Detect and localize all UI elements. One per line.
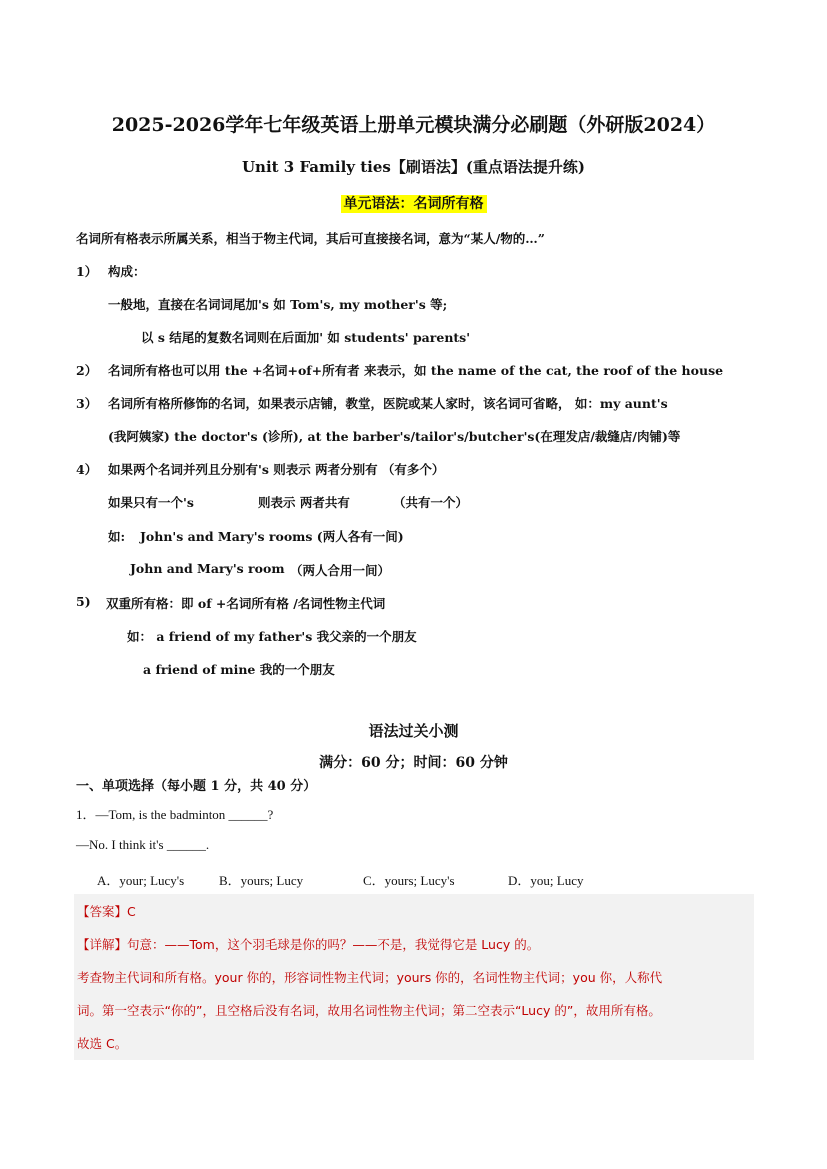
point-2-text: 名词所有格也可以用 the +名词+of+所有者 来表示，如 the name of the cat, the roof of the house: [108, 363, 724, 378]
quiz-section-heading: 一、单项选择（每小题 1 分，共 40 分）: [76, 779, 317, 794]
point-5-example-1: 如： a friend of my father's 我父亲的一个朋友: [127, 629, 417, 644]
explanation-line-2: 考查物主代词和所有格。your 你的，形容词性物主代词；yours 你的，名词性物主代词；you 你，人称代: [77, 970, 663, 985]
point-4-example-label: 如:: [108, 529, 126, 544]
option-b: B．yours; Lucy: [219, 873, 304, 888]
option-a: A．your; Lucy's: [97, 873, 185, 888]
option-d: D．you; Lucy: [508, 873, 584, 888]
point-4-text: 如果两个名词并列且分别有's 则表示 两者分别有 （有多个）: [108, 462, 445, 477]
section-highlight-wrap: [0, 193, 827, 213]
point-4-line1-c: （共有一个）: [393, 495, 469, 510]
point-4-example-2-a: John and Mary's room: [130, 561, 285, 576]
point-5-text: 双重所有格：即 of +名词所有格 /名词性物主代词: [106, 596, 386, 611]
point-5-number: 5): [76, 594, 91, 609]
question-1-stem: 1．—Tom, is the badminton ______?: [76, 807, 274, 822]
point-1-text: 构成：: [108, 264, 146, 279]
explanation-line-3: 词。第一空表示“你的”，且空格后没有名词，故用名词性物主代词；第二空表示“Lucy 的”，故用所有格。: [77, 1003, 661, 1018]
question-1-response: —No. I think it's ______.: [76, 837, 210, 852]
point-3-text: 名词所有格所修饰的名词，如果表示店铺，教堂，医院或某人家时，该名词可省略， 如：my aunt's: [108, 396, 668, 411]
point-4-example-2-b: （两人合用一间）: [290, 563, 391, 578]
point-2-number: 2）: [76, 363, 98, 378]
explanation-line-4: 故选 C。: [77, 1036, 128, 1051]
point-5-example-2: a friend of mine 我的一个朋友: [143, 662, 335, 677]
point-4-line1-b: 则表示 两者共有: [258, 495, 350, 510]
answer-label: 【答案】C: [77, 904, 136, 919]
document-subtitle: Unit 3 Family ties【刷语法】(重点语法提升练): [241, 158, 586, 176]
point-4-number: 4）: [76, 462, 98, 477]
document-title: 2025-2026学年七年级英语上册单元模块满分必刷题（外研版2024）: [111, 114, 716, 136]
section-highlight: 单元语法：名词所有格: [341, 195, 487, 213]
quiz-title: 语法过关小测: [368, 722, 459, 740]
grammar-intro: 名词所有格表示所属关系，相当于物主代词，其后可直接接名词，意为“某人/物的…”: [76, 231, 545, 246]
point-4-example-1: John's and Mary's rooms (两人各有一间): [140, 529, 404, 544]
point-3-continuation: (我阿姨家) the doctor's (诊所), at the barber's/tailor's/butcher's(在理发店/裁缝店/肉铺)等: [108, 429, 681, 444]
point-1-line1: 一般地，直接在名词词尾加's 如 Tom's, my mother's 等;: [108, 297, 448, 312]
point-1-number: 1）: [76, 264, 98, 279]
point-3-number: 3）: [76, 396, 98, 411]
point-4-line1-a: 如果只有一个's: [108, 495, 194, 510]
option-c: C．yours; Lucy's: [363, 873, 455, 888]
point-1-line2: 以 s 结尾的复数名词则在后面加' 如 students' parents': [141, 330, 471, 345]
explanation-line-1: 【详解】句意：——Tom，这个羽毛球是你的吗？——不是，我觉得它是 Lucy 的。: [77, 937, 540, 952]
quiz-meta: 满分：60 分；时间：60 分钟: [319, 755, 508, 771]
